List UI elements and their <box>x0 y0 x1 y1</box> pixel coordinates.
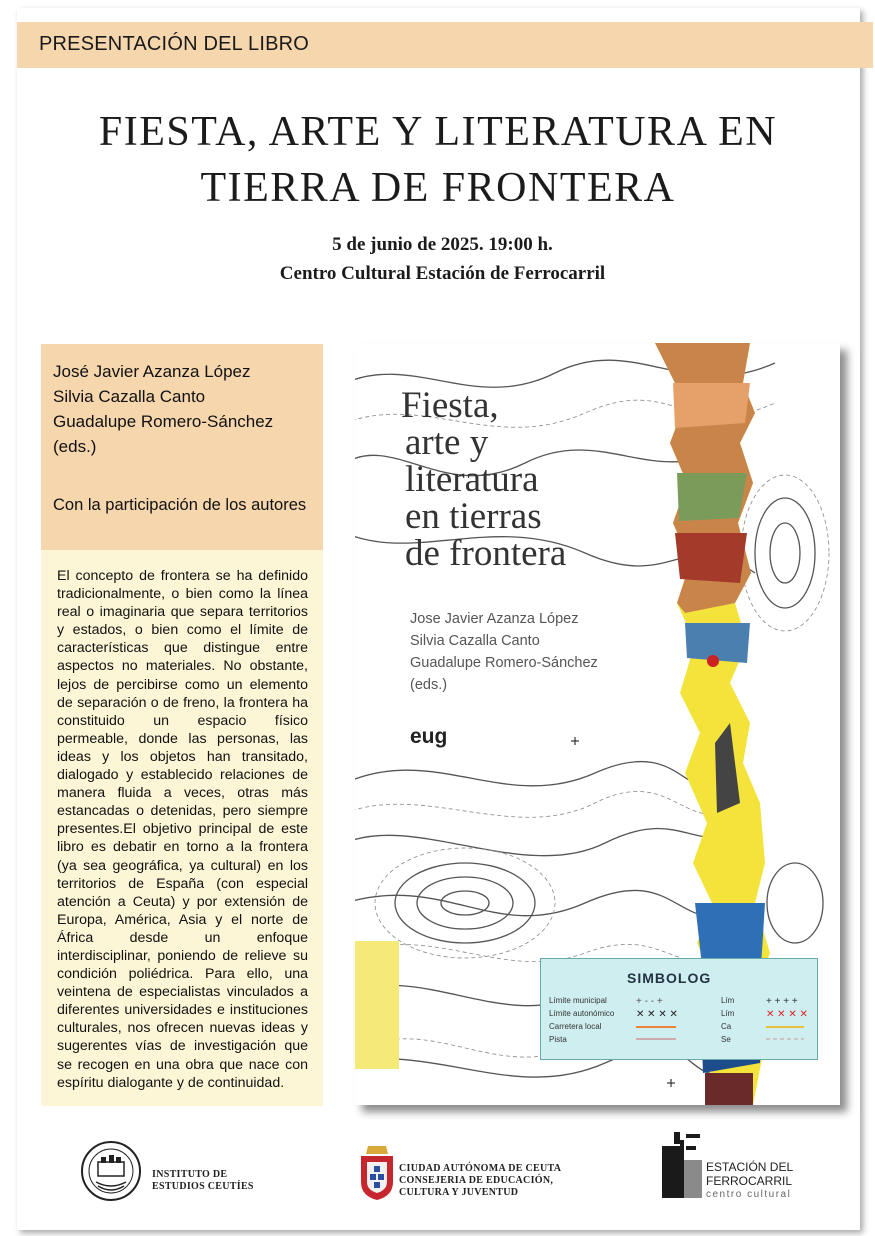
legend-row: Límite autonómico <box>549 1009 615 1018</box>
legend-row: Carretera local <box>549 1022 602 1031</box>
cover-authors <box>410 608 598 696</box>
logo-line: CULTURA Y JUVENTUD <box>399 1187 519 1198</box>
legend-row: Ca <box>721 1022 732 1031</box>
logo-line: ESTACIÓN DEL <box>706 1160 794 1174</box>
legend-row: Lím <box>721 1009 735 1018</box>
cover-author: Silvia Cazalla Canto <box>410 633 540 649</box>
svg-text:+ + + +: + + + + <box>766 996 798 1007</box>
cover-title-line: Fiesta, <box>401 385 499 426</box>
logo-instituto-estudios-ceuties <box>80 1140 254 1207</box>
legend-row: Límite municipal <box>549 996 607 1005</box>
event-date-time: 5 de junio de 2025. 19:00 h. <box>332 234 553 255</box>
seal-icon <box>80 1140 142 1202</box>
event-venue: Centro Cultural Estación de Ferrocarril <box>279 263 606 284</box>
editor-name: Guadalupe Romero-Sánchez <box>53 412 274 431</box>
description-box <box>41 550 323 1106</box>
ieceuties-text <box>152 1169 254 1193</box>
editors-abbrev: (eds.) <box>53 437 97 456</box>
description-text: El concepto de frontera se ha definido tradicionalmente, o bien como la línea real o imaginaria que separa territorios y estados, o bien como el límite de características que distingue entre aspectos no materiales. No obstante, lejos de percibirse como un elemento de separación o de freno, la frontera ha constituido un espacio físico permeable, donde las personas, las ideas y los objetos han transitado, dialogado y establecido relaciones de manera fluida a veces, otras más estancadas o detenidas, pero siempre presentes.El objetivo principal de este libro es debatir en torno a la frontera (ya sea geográfica, ya cultural) en los territorios de España (con especial atención a Ceuta) y por extensión de Europa, América, Asia y el norte de África desde un enfoque interdisciplinar, poniendo de relieve su condición poliédrica. Para ello, una veintena de especialistas vinculados a diferentes universidades e instituciones culturales, nos ofrecen nuevas ideas y sugerentes vías de investigación que se recogen en una obra que nace con espíritu dialogante y de continuidad. <box>57 568 308 1091</box>
logo-line: ESTUDIOS CEUTÍES <box>152 1181 254 1192</box>
ceuta-text <box>399 1163 561 1199</box>
legend-symbols <box>636 995 706 1045</box>
logo-line: centro cultural <box>706 1189 792 1200</box>
svg-text:+ - - +: + - - + <box>636 996 663 1007</box>
logo-line: INSTITUTO DE <box>152 1169 228 1180</box>
cover-title-line: de frontera <box>405 533 567 574</box>
station-text <box>706 1160 793 1202</box>
station-logo-icon <box>660 1130 706 1200</box>
editor-name: Silvia Cazalla Canto <box>53 387 206 406</box>
title-line-2: TIERRA DE FRONTERA <box>200 165 676 211</box>
cover-title <box>401 387 566 572</box>
cover-title-line: arte y <box>405 422 489 463</box>
legend-row: Pista <box>549 1035 567 1044</box>
coat-of-arms-icon <box>358 1144 396 1202</box>
cover-title-line: en tierras <box>405 496 542 537</box>
editor-name: José Javier Azanza López <box>53 362 251 381</box>
logo-line: CIUDAD AUTÓNOMA DE CEUTA <box>399 1163 562 1174</box>
map-legend <box>540 958 818 1060</box>
logo-ciudad-autonoma-ceuta <box>358 1144 562 1207</box>
editors-box <box>41 344 323 550</box>
legend-row: Lím <box>721 996 735 1005</box>
title-line-1: FIESTA, ARTE Y LITERATURA EN <box>98 109 778 155</box>
participation-note: Con la participación de los autores <box>53 496 307 514</box>
cover-author: Jose Javier Azanza López <box>410 611 579 627</box>
cover-author: (eds.) <box>410 677 448 693</box>
header-band-label: PRESENTACIÓN DEL LIBRO <box>39 33 310 55</box>
svg-text:✕ ✕ ✕ ✕: ✕ ✕ ✕ ✕ <box>766 1009 808 1020</box>
legend-symbols-right <box>766 995 816 1045</box>
cover-author: Guadalupe Romero-Sánchez <box>410 655 598 671</box>
publisher-logo: eug <box>410 725 448 748</box>
legend-row: Se <box>721 1035 731 1044</box>
header-band <box>17 22 873 68</box>
svg-text:✕ ✕ ✕ ✕: ✕ ✕ ✕ ✕ <box>636 1009 678 1020</box>
page-title <box>20 104 856 216</box>
legend-title: SIMBOLOG <box>627 970 712 986</box>
cover-title-line: literatura <box>405 459 539 500</box>
logo-line: FERROCARRIL <box>706 1174 793 1188</box>
logo-line: CONSEJERIA DE EDUCACIÓN, <box>399 1175 554 1186</box>
book-cover <box>355 343 840 1105</box>
logo-estacion-ferrocarril <box>660 1130 794 1205</box>
